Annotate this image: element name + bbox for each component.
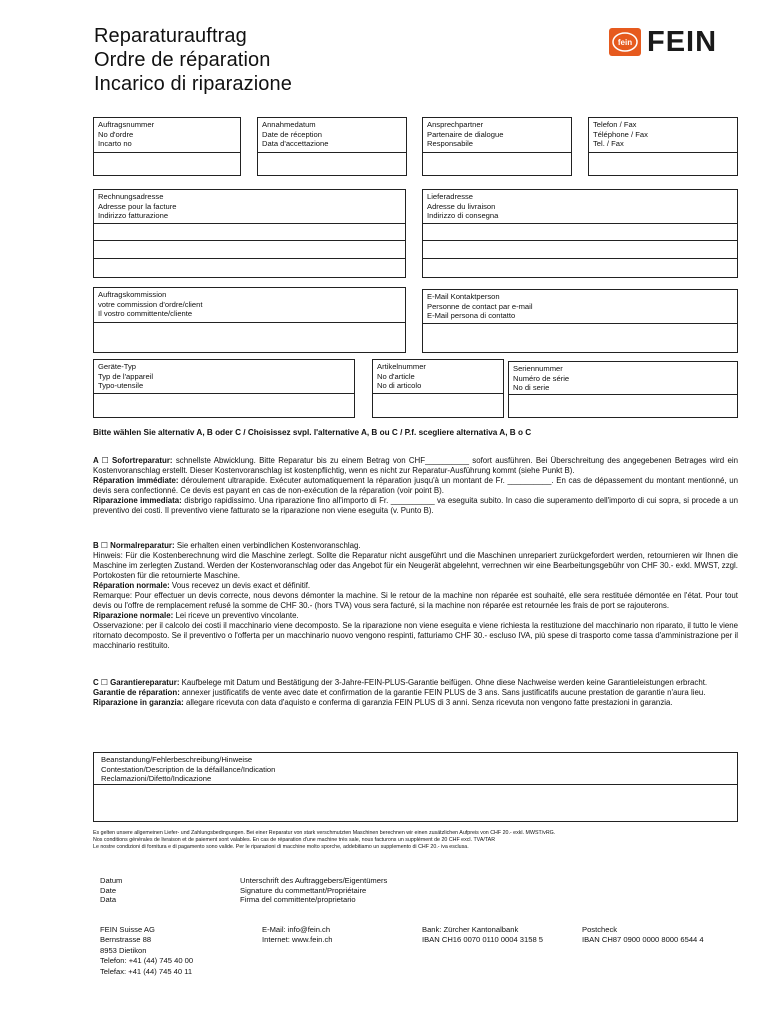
label-it: Il vostro committente/cliente [98, 309, 193, 319]
terms-fine-print [93, 830, 738, 851]
postcheck-iban: IBAN CH87 0900 0000 8000 6544 4 [582, 935, 704, 945]
section-b-it-head: Riparazione normale: [93, 611, 174, 620]
label-fr: Signature du commettant/Propriétaire [240, 885, 367, 895]
label-fr: No d'article [377, 371, 415, 381]
label-it: Firma del committente/proprietario [240, 895, 356, 905]
label-it: Tel. / Fax [593, 139, 624, 149]
label-fr: No d'ordre [98, 129, 134, 139]
label-fr: Numéro de série [513, 373, 570, 383]
acceptance-date-field[interactable] [257, 117, 407, 176]
section-b-checkbox-label[interactable]: B ☐ Normalreparatur: [93, 541, 175, 550]
label-fr: Partenaire de dialogue [427, 129, 504, 139]
label-de: Ansprechpartner [427, 120, 484, 129]
label-it: Data d'accettazione [262, 139, 329, 149]
bank-iban: IBAN CH16 0070 0110 0004 3158 5 [422, 935, 544, 945]
order-commission-field[interactable] [93, 287, 406, 353]
label-de: Datum [100, 876, 123, 885]
label-it: Indirizzo fatturazione [98, 211, 169, 221]
label-it: No di articolo [377, 381, 422, 391]
choose-alternative-heading: Bitte wählen Sie alternativ A, B oder C / Choisissez svpl. l'alternative A, B ou C / P.f. scegliere alternativa A, B o C [93, 428, 532, 437]
label-fr: Téléphone / Fax [593, 129, 648, 139]
website-link[interactable]: Internet: www.fein.ch [262, 935, 333, 945]
label-fr: Contestation/Description de la défaillance/Indication [101, 764, 276, 774]
section-c-it-head: Riparazione in garanzia: [93, 698, 184, 707]
label-fr: Personne de contact par e-mail [427, 301, 533, 311]
label-de: E-Mail Kontaktperson [427, 292, 500, 301]
section-c-de: Kaufbelege mit Datum und Bestätigung der 3-Jahre-FEIN-PLUS-Garantie beifügen. Ohne diese Nachweise werden keine Garantieleistungen erbracht. [179, 678, 708, 687]
street: Bernstrasse 88 [100, 935, 152, 945]
label-de: Auftragsnummer [98, 120, 155, 129]
section-a-fr: déroulement ultrarapide. Exécuter automatiquement la réparation jusqu'à un montant de Fr. __________. En cas de dépassement du montant mentionné, un devis sera confectionné. Ce devis est payant en cas de non-exécution de la réparation (voir point B). [93, 476, 738, 495]
title-it: Incarico di riparazione [94, 73, 292, 95]
fax: Telefax: +41 (44) 745 40 11 [100, 966, 193, 976]
section-a-checkbox-label[interactable]: A ☐ Sofortreparatur: [93, 456, 173, 465]
bank-name: Bank: Zürcher Kantonalbank [422, 925, 519, 934]
section-b-de-note: Hinweis: Für die Kostenberechnung wird die Maschine zerlegt. Sollte die Reparatur nicht ausgeführt und die Maschinen unrepariert zurückgefordert werden, retournieren wir Ihnen die Maschine im zerlegten Zustand. Werden der Kostenvoranschlag oder das Angebot für ein Neugerät abgelehnt, verrechnen wir eine Bearbeitungsgebühr von CHF 30.- exkl. MWST, zzgl. Portokosten für die retournierte Maschine. [93, 551, 738, 580]
title-fr: Ordre de réparation [94, 49, 271, 71]
fine-print-fr: Nos conditions générales de livraison et de paiement sont valables. En cas de réparation d'une machine très sale, nous facturons un supplément de 20 CHF excl. TVA/TAR [93, 837, 496, 843]
label-fr: Adresse pour la facture [98, 201, 177, 211]
section-b-it: Lei riceve un preventivo vincolante. [173, 611, 299, 620]
label-fr: votre commission d'ordre/client [98, 299, 203, 309]
section-c-fr: annexer justificatifs de vente avec date et confirmation de la garantie FEIN PLUS de 3 ans. Sans justificatifs aucune prestation de garantie n'aura lieu. [179, 688, 706, 697]
label-it: Indirizzo di consegna [427, 211, 499, 221]
label-fr: Date de réception [262, 129, 322, 139]
bank-details [422, 925, 543, 946]
city: 8953 Dietikon [100, 945, 147, 955]
contact-person-field[interactable] [422, 117, 572, 176]
delivery-address-field[interactable] [422, 189, 738, 278]
device-type-field[interactable] [93, 359, 355, 418]
section-c-checkbox-label[interactable]: C ☐ Garantiereparatur: [93, 678, 180, 687]
section-c-it: allegare ricevuta con data d'aquisto e conferma di garanzia FEIN PLUS di 3 anni. Senza ricevuta non vengono fatte prestazioni in garanzia. [183, 698, 673, 707]
postcheck-label: Postcheck [582, 925, 618, 934]
document-title [94, 24, 292, 96]
complaint-description-field[interactable] [93, 752, 738, 822]
section-b-fr-head: Réparation normale: [93, 581, 170, 590]
label-de: Artikelnummer [377, 362, 426, 371]
company-name: FEIN Suisse AG [100, 925, 155, 934]
section-a-fr-head: Réparation immédiate: [93, 476, 179, 485]
label-de: Annahmedatum [262, 120, 316, 129]
label-it: Typo-utensile [98, 381, 144, 391]
label-de: Lieferadresse [427, 192, 474, 201]
section-a-immediate-repair [93, 456, 738, 516]
label-it: Reclamazioni/Difetto/Indicazione [101, 774, 212, 784]
fein-logo [609, 24, 737, 60]
email-link[interactable]: E-Mail: info@fein.ch [262, 925, 331, 934]
label-de: Geräte-Typ [98, 362, 136, 371]
label-de: Seriennummer [513, 364, 563, 373]
fine-print-de: Es gelten unsere allgemeinen Liefer- und Zahlungsbedingungen. Bei einer Reparatur von stark verschmutzten Maschinen berechnen wir einen zusätzlichen Aufpreis von CHF 20.- exkl. MWST/vRG. [93, 830, 556, 836]
label-fr: Typ de l'appareil [98, 371, 154, 381]
section-c-warranty-repair [93, 678, 738, 708]
company-address [100, 925, 193, 977]
article-number-field[interactable] [372, 359, 504, 418]
label-it: Incarto no [98, 139, 132, 149]
logo-wordmark: FEIN [647, 26, 718, 58]
billing-address-field[interactable] [93, 189, 406, 278]
label-it: E-Mail persona di contatto [427, 311, 516, 321]
section-b-fr: Vous recevez un devis exact et définitif. [169, 581, 311, 590]
label-fr: Adresse du livraison [427, 201, 496, 211]
label-de: Rechnungsadresse [98, 192, 164, 201]
postcheck-details [582, 925, 704, 946]
label-it: Responsabile [427, 139, 474, 149]
label-it: No di serie [513, 383, 550, 393]
email-contact-field[interactable] [422, 289, 738, 353]
label-de: Beanstandung/Fehlerbeschreibung/Hinweise [101, 755, 253, 764]
section-b-fr-note: Remarque: Pour effectuer un devis correcte, nous devons démonter la machine. Si le retour de la machine non réparée est souhaité, elle sera restituée démontée en l'état. Pour tout devis ou l'offre de remplacement refusé la somme de CHF 30.- (hors TVA) vous sera facturé, si la machine non réparée est retournée les frais de port se rajouterons. [93, 591, 738, 610]
title-de: Reparaturauftrag [94, 25, 247, 47]
order-number-field[interactable] [93, 117, 241, 176]
section-b-de: Sie erhalten einen verbindlichen Kostenvoranschlag. [174, 541, 361, 550]
section-b-normal-repair [93, 541, 738, 651]
phone: Telefon: +41 (44) 745 40 00 [100, 956, 194, 966]
label-de: Unterschrift des Auftraggebers/Eigentümers [240, 876, 388, 885]
label-fr: Date [100, 885, 117, 895]
label-de: Auftragskommission [98, 290, 167, 299]
section-a-it-head: Riparazione immediata: [93, 496, 182, 505]
fine-print-it: Le nostre condizioni di fornitura e di pagamento sono valide. Per le riparazioni di macchine molto sporche, addebitiamo un supplemento di CHF 20.- iva esclusa. [93, 844, 469, 850]
label-de: Telefon / Fax [593, 120, 637, 129]
section-a-it: disbrigo rapidissimo. Una riparazione fino all'importo di Fr. __________ va eseguita subito. In caso die superamento dell'importo di cui sopra, si procede a un preventivo dei costi. Il preventivo viene fatturato se la riparazione non viene eseguita (v. Punto B). [93, 496, 739, 515]
label-it: Data [100, 895, 117, 905]
logo-badge-text: fein [617, 38, 633, 47]
date-field[interactable] [100, 876, 122, 905]
fein-logo-mark-icon [609, 28, 641, 56]
signature-field[interactable] [240, 876, 387, 905]
phone-fax-field[interactable] [588, 117, 738, 176]
company-contact [262, 925, 333, 946]
section-c-fr-head: Garantie de réparation: [93, 688, 180, 697]
section-a-de: schnellste Abwicklung. Bitte Reparatur bis zu einem Betrag von CHF__________ sofort ausführen. Bei Überschreitung des angegebenen Betrages wird ein Kostenvoranschlag erstellt. Dieser Kostenvoranschlag ist kostenpflichtig, wenn es nicht zur Reparatur-Ausführung kommt (siehe Punkt B). [93, 456, 738, 475]
serial-number-field[interactable] [508, 361, 738, 418]
section-b-it-note: Osservazione: per il calcolo dei costi il macchinario viene decomposto. Se la riparazione non viene eseguita e viene richiesta la restituzione del macchinario non riparato, il tutto le viene ritornato decomposto. Se il preventivo o l'offerta per un macchinario nuovo vengono respinti, fatturiamo CHF 30.- escluso IVA, più spese di trasporto come tassa d'amministrazione per il macchinario restituito. [93, 621, 738, 650]
